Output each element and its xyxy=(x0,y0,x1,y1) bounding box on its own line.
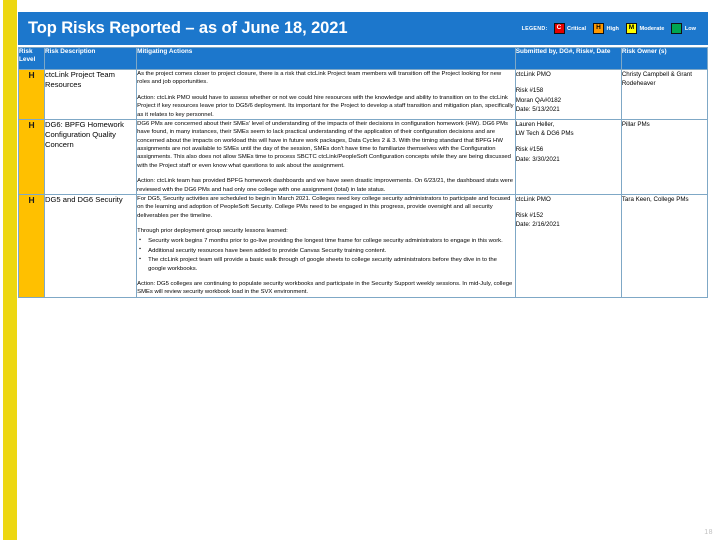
legend-item-low xyxy=(671,23,696,34)
risk-level-badge: H xyxy=(19,70,45,120)
submitter-name: ctcLink PMO xyxy=(515,71,551,78)
list-item: ▪ Security work begins 7 months prior to go-live providing the longest time frame for college security administrators to engage in this work. xyxy=(148,237,515,245)
risk-number: Risk #158 xyxy=(515,87,544,95)
mitigation-action-paragraph: Action: ctcLink PMO would have to assess whether or not we could hire resources with the knowledge and ability to transition on to the ctcLink Project if key resources leave prior to DG5/6 deployment. Its important for the Project to develop a staff transition and mitigation plan, specifically as it relates to key personnel. xyxy=(137,94,514,118)
table-row xyxy=(19,70,708,120)
submitted-spacer xyxy=(516,204,621,211)
mitigation-bullet-list xyxy=(137,237,515,273)
qa-number: Moran QA#0182 xyxy=(515,96,562,104)
submitted-by xyxy=(515,119,621,194)
legend-item-critical xyxy=(554,23,586,34)
mitigation-paragraph: For DG5, Security activities are scheduled to begin in March 2021. Colleges need key college security administrators to participate and focused on the learning and adoption of PeopleSoft Security. College PMs need to be engaged in this progress, provide oversight and all security deliverables per the timeline. xyxy=(137,195,511,219)
submitter-org: LW Tech & DG6 PMs xyxy=(515,130,574,138)
risk-legend xyxy=(522,23,700,34)
page-title: Top Risks Reported – as of June 18, 2021 xyxy=(28,19,348,37)
mitigation-action-paragraph: Action: DG5 colleges are continuing to populate security workbooks and participate in the Security Support weekly sessions. In mid-July, college SMEs will review security workbook load in the SVX environment. xyxy=(137,280,513,296)
submitted-spacer xyxy=(516,79,621,86)
mitigation-paragraph: As the project comes closer to project closure, there is a risk that ctcLink Project team members will transition off the Project looking for new roles and job opportunities. xyxy=(137,71,502,86)
submitter-name: ctcLink PMO xyxy=(515,195,551,203)
column-header-risk-description: Risk Description xyxy=(45,48,137,70)
table-row xyxy=(19,119,708,194)
legend-label: LEGEND: xyxy=(521,25,548,32)
list-item: ▪ The ctcLink project team will provide a basic walk through of google sheets to college security administrators before they dive in to the google workbooks. xyxy=(148,256,515,273)
submitted-date: Date: 5/13/2021 xyxy=(515,105,560,113)
legend-text-low: Low xyxy=(684,25,696,32)
mitigating-actions xyxy=(137,119,516,194)
legend-chip-high: H xyxy=(593,23,604,34)
mitigating-actions xyxy=(137,194,516,297)
risk-description: DG6: BPFG Homework Configuration Quality Concern xyxy=(45,119,137,194)
risk-level-badge: H xyxy=(19,119,45,194)
risk-description: DG5 and DG6 Security xyxy=(45,194,137,297)
column-header-risk-owner: Risk Owner (s) xyxy=(621,48,707,70)
mitigation-paragraph: DG6 PMs are concerned about their SMEs' level of understanding of the impacts of their decisions in configuration homework (HW). DG6 PMs have found, in many instances, their SMEs seem to lack practical understanding of the application of their configuration decisions and are concerned about the impacts on workload this will have in future work packages, Data Cycles 2 & 3. With the timing standard that BPFG HW assignments are not available to SMEs until the day of the session, SMEs don't have time to familiarize themselves with the Configuration assignments. This also does not allow SMEs time to process SBCTC ctcLink/PeopleSoft Configuration concepts while they are being discussed with the Project staff or even know what questions to ask about the assignment. xyxy=(137,120,511,169)
slide-title-bar xyxy=(18,12,708,45)
risk-number: Risk #156 xyxy=(515,146,544,154)
column-header-submitted-by: Submitted by, DG#, Risk#, Date xyxy=(515,48,621,70)
table-header-row xyxy=(19,48,708,70)
legend-item-high xyxy=(593,23,619,34)
risk-owner: Pillar PMs xyxy=(621,119,707,194)
left-accent-stripe xyxy=(3,0,17,540)
column-header-mitigating-actions: Mitigating Actions xyxy=(137,48,516,70)
legend-chip-low xyxy=(671,23,682,34)
legend-item-moderate xyxy=(626,23,664,34)
legend-chip-moderate: M xyxy=(626,23,637,34)
table-row xyxy=(19,194,708,297)
risk-number: Risk #152 xyxy=(515,212,544,220)
risk-owner: Tara Keen, College PMs xyxy=(621,194,707,297)
page-number: 18 xyxy=(704,529,713,536)
submitted-date: Date: 3/30/2021 xyxy=(515,155,560,163)
column-header-risk-level: Risk Level xyxy=(19,48,45,70)
legend-chip-critical: C xyxy=(554,23,565,34)
submitted-by xyxy=(515,70,621,120)
submitted-by xyxy=(515,194,621,297)
mitigation-action-paragraph: Action: ctcLink team has provided BPFG homework dashboards and we have seen drastic improvements. On 6/23/21, the dashboard stats were reviewed with the DG6 PMs and had only one college with one assignment (total) in late status. xyxy=(137,178,514,193)
submitted-spacer xyxy=(516,138,621,145)
list-item: ▪ Additional security resources have been added to provide Canvas Security training content. xyxy=(148,247,515,255)
risk-description: ctcLink Project Team Resources xyxy=(45,70,137,120)
top-risks-table xyxy=(18,47,708,298)
risk-level-badge: H xyxy=(19,194,45,297)
risk-owner: Christy Campbell & Grant Rodeheaver xyxy=(621,70,707,120)
legend-text-moderate: Moderate xyxy=(639,25,665,32)
legend-text-critical: Critical xyxy=(567,25,586,32)
mitigating-actions xyxy=(137,70,516,120)
submitter-name: Lauren Heller, xyxy=(515,120,555,128)
legend-text-high: High xyxy=(606,25,619,32)
mitigation-lessons-intro: Through prior deployment group security lessons learned: xyxy=(137,228,288,234)
submitted-date: Date: 2/16/2021 xyxy=(515,221,560,229)
